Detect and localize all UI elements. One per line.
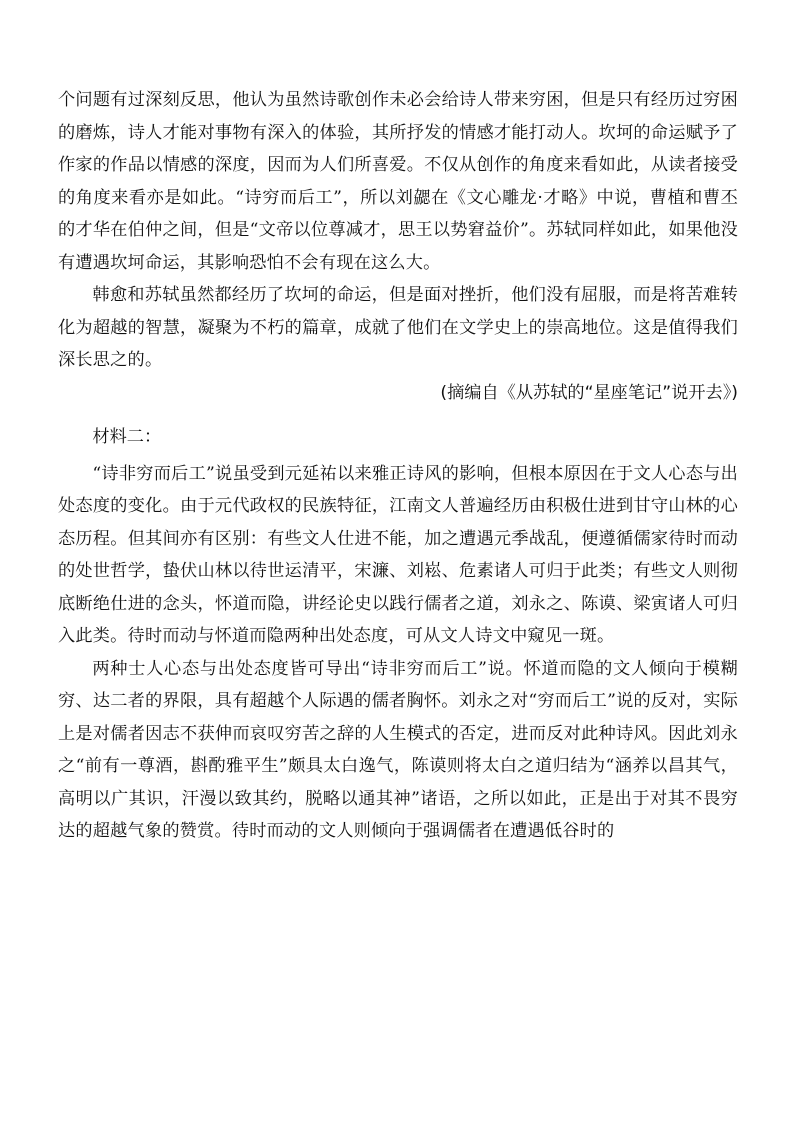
source-citation: (摘编自《从苏轼的“星座笔记”说开去》): [440, 382, 738, 403]
section-heading-material-two: 材料二：: [92, 427, 162, 447]
paragraph-1: 个问题有过深刻反思，他认为虽然诗歌创作未必会给诗人带来穷困，但是只有经历过穷困的磨炼，诗人才能对事物有深入的体验，其所抒发的情感才能打动人。坎坷的命运赋予了作家的作品以情感的深度，因而为人们所喜爱。不仅从创作的角度来看如此，从读者接受的角度来看亦是如此。“诗穷而后工”，所以刘勰在《文心雕龙·才略》中说，曹植和曹丕的才华在伯仲之间，但是“文帝以位尊减才，思王以势窘益价”。苏轼同样如此，如果他没有遭遇坎坷命运，其影响恐怕不会有现在这么大。: [58, 90, 738, 273]
document-page: [58, 84, 738, 848]
paragraph-3: “诗非穷而后工”说虽受到元延祐以来雅正诗风的影响，但根本原因在于文人心态与出处态度的变化。由于元代政权的民族特征，江南文人普遍经历由积极仕进到甘守山林的心态历程。但其间亦有区别：有些文人仕进不能，加之遭遇元季战乱，便遵循儒家待时而动的处世哲学，蛰伏山林以待世运清平，宋濂、刘崧、危素诸人可归于此类；有些文人则彻底断绝仕进的念头，怀道而隐，讲经论史以践行儒者之道，刘永之、陈谟、梁寅诸人可归入此类。待时而动与怀道而隐两种出处态度，可从文人诗文中窥见一斑。: [58, 463, 738, 646]
paragraph-2: 韩愈和苏轼虽然都经历了坎坷的命运，但是面对挫折，他们没有屈服，而是将苦难转化为超越的智慧，凝聚为不朽的篇章，成就了他们在文学史上的崇高地位。这是值得我们深长思之的。: [58, 285, 738, 370]
paragraph-4: 两种士人心态与出处态度皆可导出“诗非穷而后工”说。怀道而隐的文人倾向于模糊穷、达二者的界限，具有超越个人际遇的儒者胸怀。刘永之对“穷而后工”说的反对，实际上是对儒者因志不获伸而哀叹穷苦之辞的人生模式的否定，进而反对此种诗风。因此刘永之“前有一尊酒，斟酌雅平生”颇具太白逸气，陈谟则将太白之道归结为“涵养以昌其气，高明以广其识，汗漫以致其约，脱略以通其神”诸语，之所以如此，正是出于对其不畏穷达的超越气象的赞赏。待时而动的文人则倾向于强调儒者在遭遇低谷时的: [58, 658, 738, 841]
